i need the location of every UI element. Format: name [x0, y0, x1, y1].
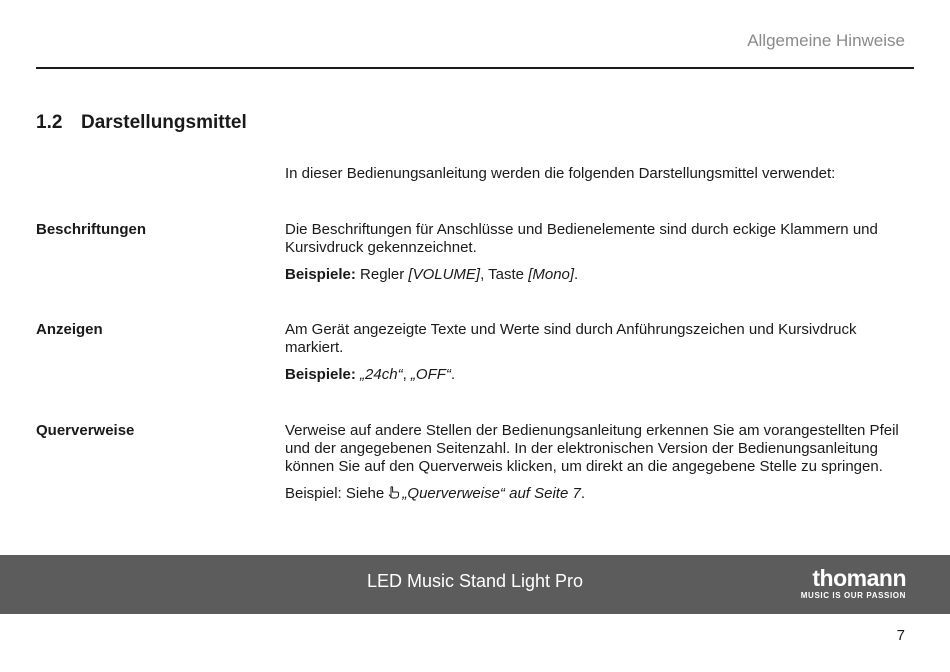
footer-product-name: LED Music Stand Light Pro [366, 571, 584, 591]
cross-reference-text[interactable]: „Querverweise“ auf Seite 7 [402, 485, 581, 502]
example-line [285, 366, 910, 384]
example-end: . [450, 366, 456, 383]
footer-band [0, 555, 950, 614]
cross-reference-link[interactable] [388, 485, 580, 502]
section-title: Darstellungsmittel [81, 112, 247, 133]
desc-querverweise [285, 422, 910, 503]
example-italic: [Mono] [528, 266, 575, 283]
example-end: . [580, 485, 585, 502]
example-italic: „24ch“ [360, 366, 403, 383]
logo-wordmark: thomann [812, 565, 906, 591]
header-title: Allgemeine Hinweise [747, 31, 905, 50]
section-number: 1.2 [36, 112, 63, 133]
desc-anzeigen [285, 321, 910, 384]
example-line [285, 485, 910, 503]
section-heading [36, 112, 247, 134]
example-italic: „OFF“ [410, 366, 451, 383]
description-text: Verweise auf andere Stellen der Bedienungsanleitung erkennen Sie am vorangestellten Pfeil und der angegebenen Seitenzahl. In der elektronischen Version der Bedienungsanleitung können Sie auf den Querverweis klicken, um direkt an die angegebene Stelle zu springen. [285, 422, 899, 475]
term-anzeigen: Anzeigen [36, 321, 103, 338]
thomann-logo [801, 567, 906, 600]
example-label: Beispiele: [285, 366, 356, 383]
intro-text: In dieser Bedienungsanleitung werden die folgenden Darstellungsmittel verwendet: [285, 165, 836, 182]
example-end: . [574, 266, 579, 283]
example-line [285, 266, 910, 284]
example-sep: , [402, 366, 411, 383]
example-italic: [VOLUME] [408, 266, 481, 283]
logo-tagline: MUSIC IS OUR PASSION [800, 591, 906, 600]
example-text: Regler [360, 266, 405, 283]
header-rule [36, 67, 914, 69]
page-number: 7 [896, 627, 905, 644]
example-prefix: Beispiel: Siehe [285, 485, 385, 502]
term-beschriftungen: Beschriftungen [36, 221, 147, 238]
description-text: Die Beschriftungen für Anschlüsse und Bedienelemente sind durch eckige Klammern und Kursivdruck gekennzeichnet. [285, 221, 878, 256]
example-text: , Taste [480, 266, 525, 283]
example-label: Beispiele: [285, 266, 356, 283]
pointing-hand-icon [388, 486, 400, 499]
intro-paragraph [285, 165, 910, 183]
desc-beschriftungen [285, 221, 910, 284]
term-querverweise: Querverweise [36, 422, 135, 439]
description-text: Am Gerät angezeigte Texte und Werte sind durch Anführungszeichen und Kursivdruck markiert. [285, 321, 857, 356]
